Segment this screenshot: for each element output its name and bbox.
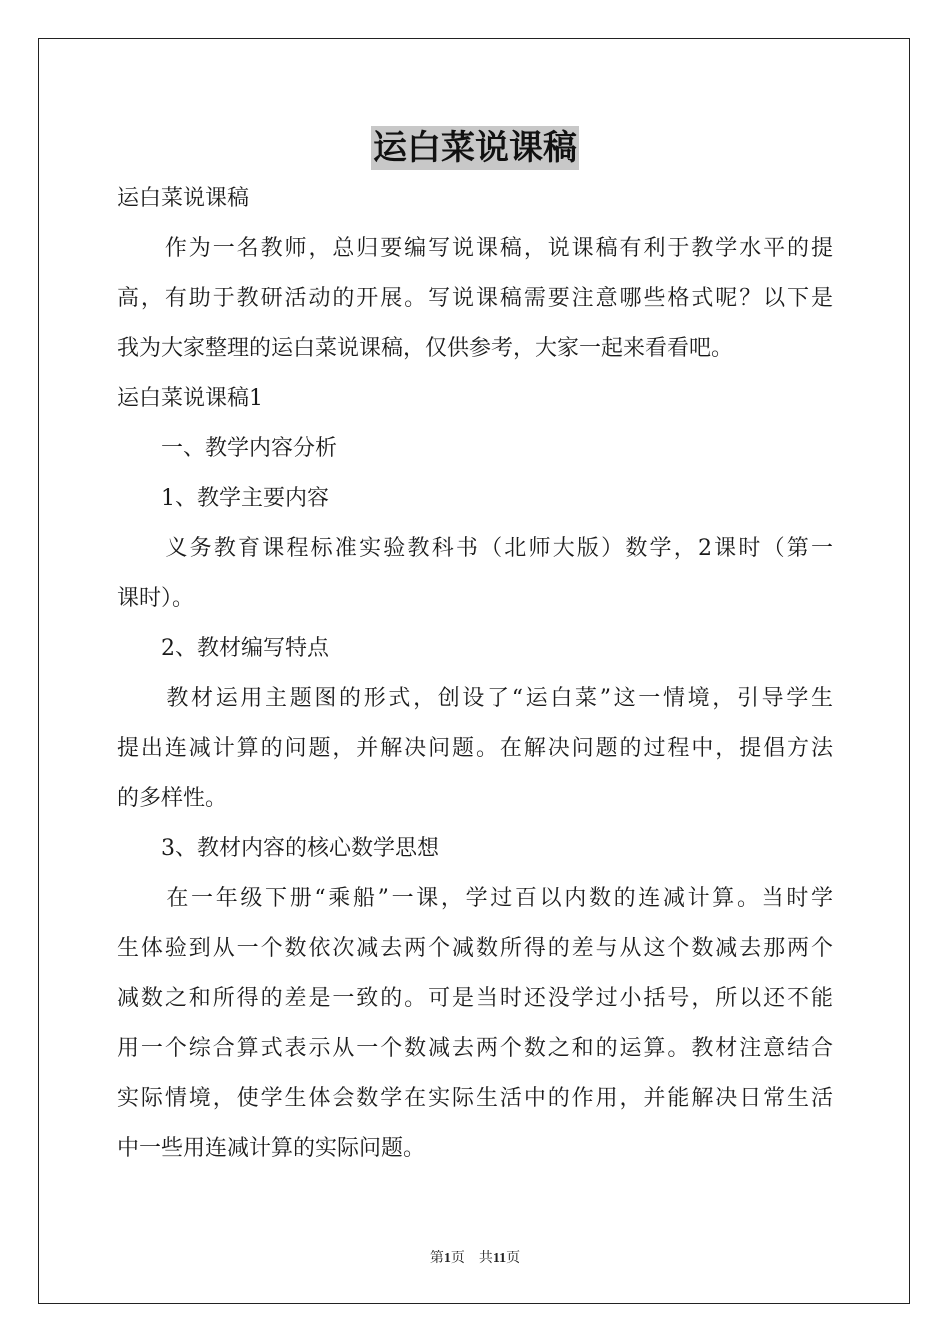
total-suffix: 页 [506,1251,521,1266]
body-line: 义务教育课程标准实验教科书（北师大版）数学，2课时（第一 [117,536,833,561]
page-border [38,38,910,1304]
page-prefix: 第 [429,1251,444,1266]
body-line: 实际情境，使学生体会数学在实际生活中的作用，并能解决日常生活 [117,1086,833,1111]
page-suffix: 页 [450,1251,465,1266]
body-line: 减数之和所得的差是一致的。可是当时还没学过小括号，所以还不能 [117,986,833,1011]
body-line: 1、教学主要内容 [117,486,329,511]
total-prefix: 共 [478,1251,493,1266]
body-line: 3、教材内容的核心数学思想 [117,836,439,861]
body-line: 我为大家整理的运白菜说课稿，仅供参考，大家一起来看看吧。 [117,336,734,361]
body-line: 提出连减计算的问题，并解决问题。在解决问题的过程中，提倡方法 [117,736,833,761]
body-line: 运白菜说课稿1 [117,386,263,411]
page-footer [0,1247,950,1267]
body-line: 在一年级下册“乘船”一课，学过百以内数的连减计算。当时学 [117,886,833,911]
document-title: 运白菜说课稿 [373,128,577,168]
body-line: 用一个综合算式表示从一个数减去两个数之和的运算。教材注意结合 [117,1036,833,1061]
body-line: 的多样性。 [117,786,228,811]
body-line: 中一些用连减计算的实际问题。 [117,1136,426,1161]
body-line: 课时）。 [117,586,195,611]
body-line: 生体验到从一个数依次减去两个减数所得的差与从这个数减去那两个 [117,936,833,961]
body-line: 高，有助于教研活动的开展。写说课稿需要注意哪些格式呢？以下是 [117,286,833,311]
total-pages: 11 [492,1251,507,1266]
page-number: 1 [443,1251,451,1266]
body-line: 运白菜说课稿 [117,186,250,211]
body-line: 一、教学内容分析 [117,436,338,461]
body-line: 2、教材编写特点 [117,636,329,661]
body-line: 作为一名教师，总归要编写说课稿，说课稿有利于教学水平的提 [117,236,833,261]
body-line: 教材运用主题图的形式，创设了“运白菜”这一情境，引导学生 [117,686,833,711]
